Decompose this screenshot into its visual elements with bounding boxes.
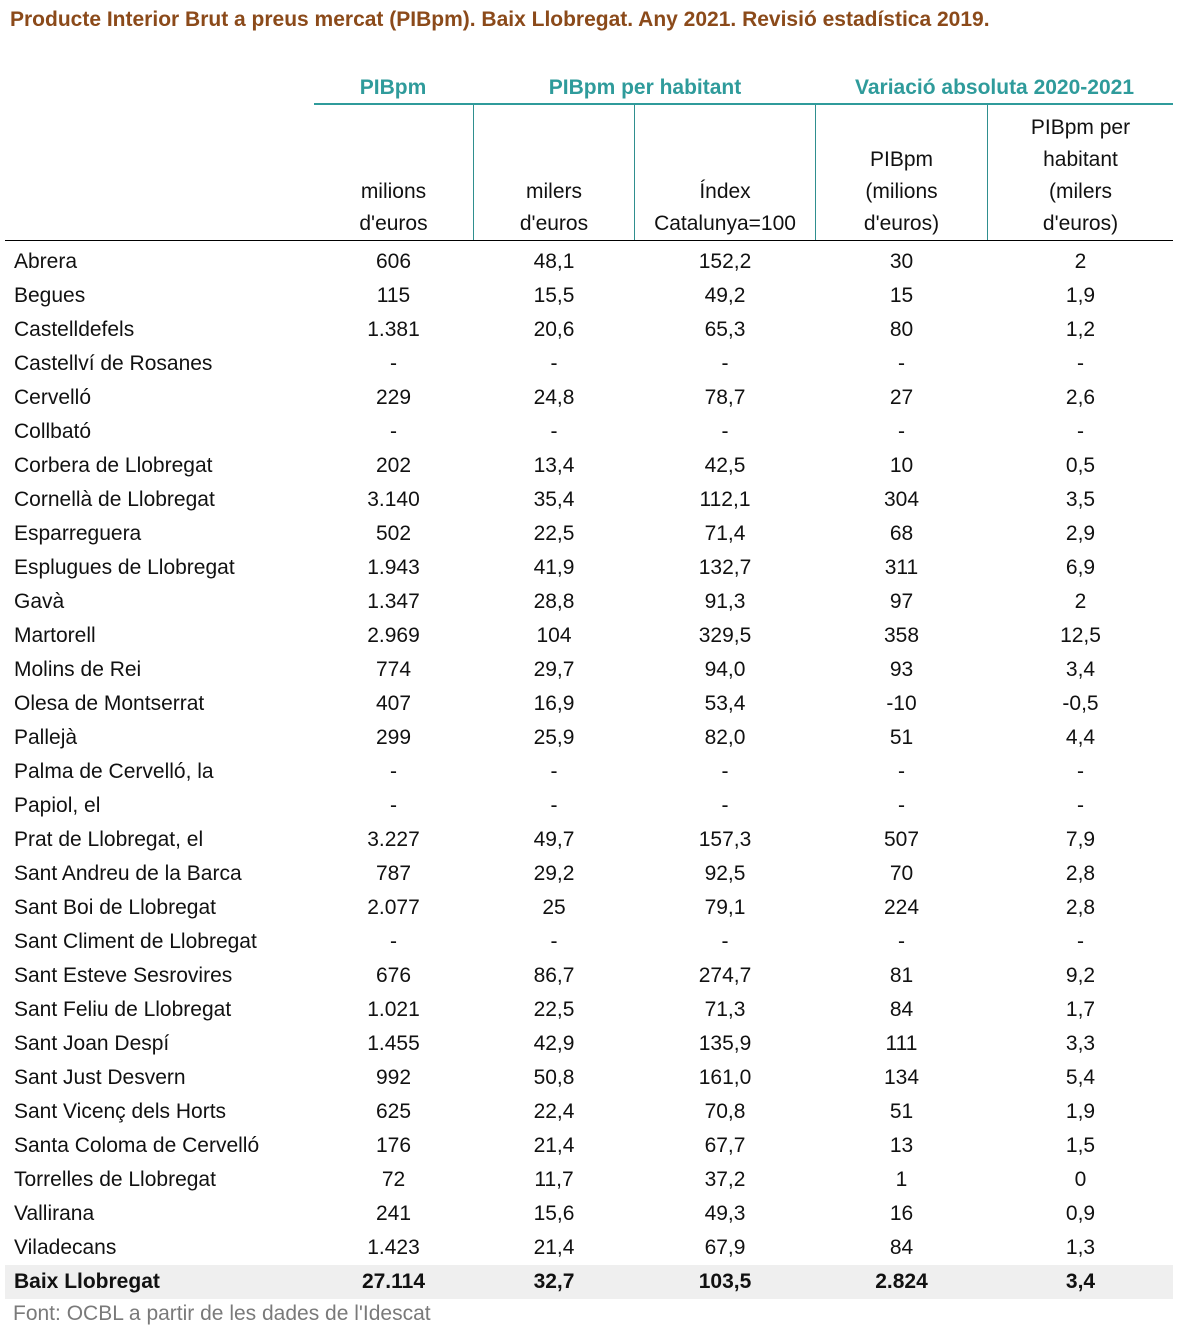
data-table-body bbox=[5, 245, 1173, 1299]
table-cell: 2 bbox=[1074, 590, 1087, 613]
table-row bbox=[5, 1129, 1173, 1163]
table-cell: 274,7 bbox=[698, 964, 752, 987]
table-cell: 42,9 bbox=[533, 1032, 575, 1055]
table-cell: 103,5 bbox=[698, 1270, 752, 1293]
table-cell: 502 bbox=[375, 522, 412, 545]
table-row bbox=[5, 517, 1173, 551]
table-cell: 134 bbox=[883, 1066, 920, 1089]
table-cell: 71,4 bbox=[704, 522, 746, 545]
table-total-row bbox=[5, 1265, 1173, 1299]
table-cell: 92,5 bbox=[704, 862, 746, 885]
table-cell: 27 bbox=[889, 386, 914, 409]
table-row bbox=[5, 415, 1173, 449]
table-row bbox=[5, 619, 1173, 653]
table-cell: - bbox=[721, 352, 729, 375]
municipality-name: Castelldefels bbox=[14, 318, 135, 341]
table-cell: 48,1 bbox=[533, 250, 575, 273]
table-cell: 13 bbox=[889, 1134, 914, 1157]
table-cell: 304 bbox=[883, 488, 920, 511]
table-row bbox=[5, 585, 1173, 619]
table-cell: 70 bbox=[889, 862, 914, 885]
table-row bbox=[5, 1061, 1173, 1095]
table-row bbox=[5, 1027, 1173, 1061]
table-cell: 97 bbox=[889, 590, 914, 613]
municipality-name: Viladecans bbox=[14, 1236, 117, 1259]
table-row bbox=[5, 789, 1173, 823]
table-cell: 12,5 bbox=[1060, 624, 1101, 647]
table-cell: 157,3 bbox=[698, 828, 752, 851]
table-cell: 51 bbox=[889, 726, 914, 749]
table-cell: 15,5 bbox=[533, 284, 575, 307]
table-cell: 0,9 bbox=[1065, 1202, 1096, 1225]
municipality-name: Castellví de Rosanes bbox=[14, 352, 213, 375]
table-cell: - bbox=[390, 930, 397, 953]
table-cell: 16 bbox=[889, 1202, 914, 1225]
table-cell: 161,0 bbox=[698, 1066, 752, 1089]
table-cell: 4,4 bbox=[1065, 726, 1096, 749]
table-cell: 78,7 bbox=[704, 386, 746, 409]
table-cell: 2,6 bbox=[1065, 386, 1096, 409]
table-cell: 0 bbox=[1074, 1168, 1087, 1191]
table-cell: 27.114 bbox=[361, 1270, 426, 1293]
table-cell: - bbox=[390, 352, 397, 375]
table-cell: - bbox=[390, 420, 397, 443]
table-cell: 1.381 bbox=[367, 318, 420, 341]
table-cell: 224 bbox=[883, 896, 920, 919]
municipality-name: Corbera de Llobregat bbox=[14, 454, 213, 477]
table-cell: - bbox=[721, 420, 729, 443]
table-cell: - bbox=[390, 760, 397, 783]
table-cell: 22,5 bbox=[533, 998, 575, 1021]
table-cell: - bbox=[898, 930, 905, 953]
subheader-line: (milions bbox=[865, 180, 938, 203]
table-cell: 49,2 bbox=[704, 284, 746, 307]
table-cell: 407 bbox=[375, 692, 412, 715]
table-cell: -0,5 bbox=[1062, 692, 1099, 715]
table-cell: 152,2 bbox=[698, 250, 752, 273]
table-cell: - bbox=[550, 794, 558, 817]
table-cell: 1.021 bbox=[367, 998, 420, 1021]
table-cell: - bbox=[550, 420, 558, 443]
municipality-name: Baix Llobregat bbox=[14, 1270, 160, 1293]
table-cell: 68 bbox=[889, 522, 914, 545]
table-cell: 41,9 bbox=[533, 556, 575, 579]
subheader-line: PIBpm bbox=[869, 148, 934, 171]
municipality-name: Vallirana bbox=[14, 1202, 95, 1225]
table-cell: 132,7 bbox=[698, 556, 752, 579]
table-row bbox=[5, 721, 1173, 755]
table-cell: 1 bbox=[895, 1168, 908, 1191]
municipality-name: Sant Boi de Llobregat bbox=[14, 896, 216, 919]
table-row bbox=[5, 687, 1173, 721]
table-cell: 2 bbox=[1074, 250, 1087, 273]
municipality-name: Palma de Cervelló, la bbox=[14, 760, 214, 783]
table-cell: 72 bbox=[381, 1168, 406, 1191]
table-row bbox=[5, 755, 1173, 789]
subheader-line: Catalunya=100 bbox=[654, 212, 796, 235]
table-cell: 30 bbox=[889, 250, 914, 273]
table-cell: 84 bbox=[889, 1236, 914, 1259]
table-cell: 329,5 bbox=[698, 624, 752, 647]
subheader-line: (milers bbox=[1049, 180, 1112, 203]
table-cell: 202 bbox=[375, 454, 412, 477]
municipality-name: Olesa de Montserrat bbox=[14, 692, 205, 715]
table-cell: 1,3 bbox=[1065, 1236, 1096, 1259]
table-cell: - bbox=[898, 794, 905, 817]
table-cell: 111 bbox=[885, 1032, 918, 1055]
table-cell: 3.140 bbox=[367, 488, 420, 511]
municipality-name: Molins de Rei bbox=[14, 658, 142, 681]
table-cell: 49,7 bbox=[533, 828, 575, 851]
table-cell: 11,7 bbox=[534, 1168, 574, 1191]
table-cell: 51 bbox=[889, 1100, 914, 1123]
subheader-per-habitant bbox=[474, 110, 634, 240]
table-cell: 10 bbox=[889, 454, 914, 477]
table-cell: 25 bbox=[542, 896, 566, 919]
table-cell: 1.347 bbox=[367, 590, 420, 613]
table-cell: 2,9 bbox=[1065, 522, 1096, 545]
municipality-name: Prat de Llobregat, el bbox=[14, 828, 204, 851]
table-cell: 65,3 bbox=[704, 318, 746, 341]
table-cell: 992 bbox=[375, 1066, 412, 1089]
table-cell: 2.969 bbox=[367, 624, 420, 647]
table-row bbox=[5, 823, 1173, 857]
table-cell: 299 bbox=[375, 726, 412, 749]
table-cell: 7,9 bbox=[1065, 828, 1096, 851]
table-cell: 625 bbox=[375, 1100, 412, 1123]
table-row bbox=[5, 959, 1173, 993]
table-cell: 81 bbox=[889, 964, 914, 987]
table-cell: 67,7 bbox=[704, 1134, 746, 1157]
table-cell: 28,8 bbox=[533, 590, 575, 613]
table-cell: 0,5 bbox=[1065, 454, 1096, 477]
municipality-name: Martorell bbox=[14, 624, 96, 647]
table-cell: 2.824 bbox=[875, 1270, 928, 1293]
table-cell: 1.423 bbox=[367, 1236, 420, 1259]
subheader-line: habitant bbox=[1043, 148, 1118, 171]
table-cell: -10 bbox=[886, 692, 917, 715]
table-cell: 79,1 bbox=[704, 896, 746, 919]
table-cell: 50,8 bbox=[533, 1066, 575, 1089]
municipality-name: Sant Climent de Llobregat bbox=[14, 930, 257, 953]
municipality-name: Pallejà bbox=[14, 726, 78, 749]
municipality-name: Cornellà de Llobregat bbox=[14, 488, 215, 511]
table-cell: 53,4 bbox=[704, 692, 746, 715]
table-cell: 1,5 bbox=[1065, 1134, 1096, 1157]
table-cell: 3,4 bbox=[1065, 1270, 1096, 1293]
table-row bbox=[5, 551, 1173, 585]
table-cell: 15 bbox=[889, 284, 914, 307]
table-cell: 135,9 bbox=[698, 1032, 752, 1055]
subheader-line: d'euros) bbox=[863, 212, 940, 235]
municipality-name: Sant Esteve Sesrovires bbox=[14, 964, 233, 987]
table-cell: 104 bbox=[536, 624, 572, 647]
table-cell: 80 bbox=[889, 318, 914, 341]
table-cell: 507 bbox=[883, 828, 920, 851]
table-cell: 24,8 bbox=[533, 386, 575, 409]
table-cell: 787 bbox=[375, 862, 412, 885]
subheader-var-pibpm bbox=[816, 110, 987, 240]
municipality-name: Esplugues de Llobregat bbox=[14, 556, 235, 579]
table-cell: 42,5 bbox=[704, 454, 746, 477]
table-cell: 22,5 bbox=[533, 522, 575, 545]
table-cell: 676 bbox=[375, 964, 412, 987]
table-cell: 1.455 bbox=[367, 1032, 420, 1055]
table-cell: - bbox=[721, 930, 729, 953]
municipality-name: Sant Andreu de la Barca bbox=[14, 862, 242, 885]
table-row bbox=[5, 245, 1173, 279]
group-header-pibpm: PIBpm bbox=[359, 76, 427, 99]
table-cell: 1,9 bbox=[1065, 284, 1096, 307]
municipality-name: Begues bbox=[14, 284, 86, 307]
table-cell: 32,7 bbox=[533, 1270, 575, 1293]
table-cell: 241 bbox=[375, 1202, 412, 1225]
table-cell: 358 bbox=[883, 624, 920, 647]
table-cell: 35,4 bbox=[533, 488, 575, 511]
table-cell: - bbox=[550, 760, 558, 783]
subheader-line: Índex bbox=[699, 180, 751, 203]
table-cell: 82,0 bbox=[704, 726, 746, 749]
table-row bbox=[5, 1231, 1173, 1265]
table-cell: 3,4 bbox=[1065, 658, 1096, 681]
table-cell: 15,6 bbox=[533, 1202, 575, 1225]
subheader-line: milions bbox=[360, 180, 427, 203]
table-cell: - bbox=[721, 794, 729, 817]
subheader-pibpm bbox=[314, 110, 473, 240]
table-cell: 9,2 bbox=[1065, 964, 1096, 987]
subheader-line: d'euros) bbox=[1042, 212, 1119, 235]
municipality-name: Sant Feliu de Llobregat bbox=[14, 998, 232, 1021]
table-cell: 22,4 bbox=[533, 1100, 575, 1123]
municipality-name: Sant Just Desvern bbox=[14, 1066, 186, 1089]
group-header-variacio: Variació absoluta 2020-2021 bbox=[855, 76, 1134, 99]
table-cell: - bbox=[898, 352, 905, 375]
table-cell: 21,4 bbox=[533, 1134, 575, 1157]
table-row bbox=[5, 1163, 1173, 1197]
subheader-var-per-habitant bbox=[988, 110, 1173, 240]
subheader-line: d'euros bbox=[359, 212, 428, 235]
table-cell: - bbox=[1077, 420, 1084, 443]
table-row bbox=[5, 857, 1173, 891]
table-cell: 25,9 bbox=[533, 726, 575, 749]
table-cell: 16,9 bbox=[533, 692, 575, 715]
table-cell: 3.227 bbox=[367, 828, 420, 851]
table-cell: 115 bbox=[376, 284, 411, 307]
subheader-index bbox=[635, 110, 815, 240]
table-cell: 1,7 bbox=[1065, 998, 1096, 1021]
table-row bbox=[5, 449, 1173, 483]
subheader-line: d'euros bbox=[519, 212, 589, 235]
subheader-line: milers bbox=[526, 180, 582, 203]
table-cell: 49,3 bbox=[704, 1202, 746, 1225]
table-row bbox=[5, 347, 1173, 381]
table-row bbox=[5, 993, 1173, 1027]
table-cell: 1,2 bbox=[1065, 318, 1096, 341]
table-cell: 311 bbox=[884, 556, 919, 579]
table-cell: 13,4 bbox=[533, 454, 575, 477]
table-cell: - bbox=[550, 352, 558, 375]
table-row bbox=[5, 313, 1173, 347]
table-row bbox=[5, 891, 1173, 925]
municipality-name: Gavà bbox=[14, 590, 65, 613]
table-cell: 176 bbox=[375, 1134, 412, 1157]
table-cell: - bbox=[1077, 760, 1084, 783]
municipality-name: Cervelló bbox=[14, 386, 92, 409]
table-cell: 37,2 bbox=[704, 1168, 746, 1191]
header-rule bbox=[314, 103, 1173, 105]
table-cell: 93 bbox=[889, 658, 914, 681]
table-row bbox=[5, 653, 1173, 687]
table-cell: - bbox=[721, 760, 729, 783]
table-cell: 29,7 bbox=[533, 658, 575, 681]
municipality-name: Papiol, el bbox=[14, 794, 101, 817]
table-cell: - bbox=[390, 794, 397, 817]
table-cell: 606 bbox=[375, 250, 412, 273]
table-cell: - bbox=[898, 420, 905, 443]
municipality-name: Sant Joan Despí bbox=[14, 1032, 170, 1055]
table-cell: - bbox=[1077, 352, 1084, 375]
table-cell: 20,6 bbox=[533, 318, 575, 341]
table-cell: 229 bbox=[375, 386, 412, 409]
table-cell: 1,9 bbox=[1065, 1100, 1096, 1123]
source-footnote: Font: OCBL a partir de les dades de l'Idescat bbox=[13, 1302, 431, 1325]
table-cell: 3,3 bbox=[1065, 1032, 1096, 1055]
table-cell: - bbox=[550, 930, 558, 953]
table-cell: 29,2 bbox=[533, 862, 575, 885]
table-cell: 774 bbox=[375, 658, 412, 681]
table-cell: 94,0 bbox=[704, 658, 746, 681]
table-row bbox=[5, 279, 1173, 313]
table-cell: 84 bbox=[889, 998, 914, 1021]
municipality-name: Collbató bbox=[14, 420, 92, 443]
table-cell: 112,1 bbox=[699, 488, 751, 511]
table-cell: 2.077 bbox=[367, 896, 420, 919]
table-row bbox=[5, 925, 1173, 959]
table-cell: - bbox=[1077, 930, 1084, 953]
municipality-name: Abrera bbox=[14, 250, 78, 273]
table-cell: 6,9 bbox=[1065, 556, 1096, 579]
table-cell: 5,4 bbox=[1065, 1066, 1096, 1089]
table-cell: 86,7 bbox=[533, 964, 575, 987]
table-row bbox=[5, 1197, 1173, 1231]
table-row bbox=[5, 1095, 1173, 1129]
table-cell: - bbox=[898, 760, 905, 783]
header-bottom-rule bbox=[5, 240, 1173, 241]
table-cell: 2,8 bbox=[1065, 862, 1096, 885]
table-cell: 1.943 bbox=[367, 556, 420, 579]
table-row bbox=[5, 381, 1173, 415]
municipality-name: Sant Vicenç dels Horts bbox=[14, 1100, 227, 1123]
municipality-name: Esparreguera bbox=[14, 522, 142, 545]
table-cell: 3,5 bbox=[1065, 488, 1096, 511]
table-cell: 91,3 bbox=[704, 590, 746, 613]
municipality-name: Santa Coloma de Cervelló bbox=[14, 1134, 260, 1157]
table-cell: 67,9 bbox=[704, 1236, 746, 1259]
municipality-name: Torrelles de Llobregat bbox=[14, 1168, 216, 1191]
table-cell: 70,8 bbox=[704, 1100, 746, 1123]
table-cell: 2,8 bbox=[1065, 896, 1096, 919]
table-cell: 21,4 bbox=[533, 1236, 575, 1259]
table-cell: 71,3 bbox=[704, 998, 746, 1021]
table-cell: - bbox=[1077, 794, 1084, 817]
subheader-line: PIBpm per bbox=[1030, 116, 1131, 139]
table-row bbox=[5, 483, 1173, 517]
page-title: Producte Interior Brut a preus mercat (PIBpm). Baix Llobregat. Any 2021. Revisió estadística 2019. bbox=[10, 8, 990, 31]
group-header-per-habitant: PIBpm per habitant bbox=[548, 76, 742, 99]
